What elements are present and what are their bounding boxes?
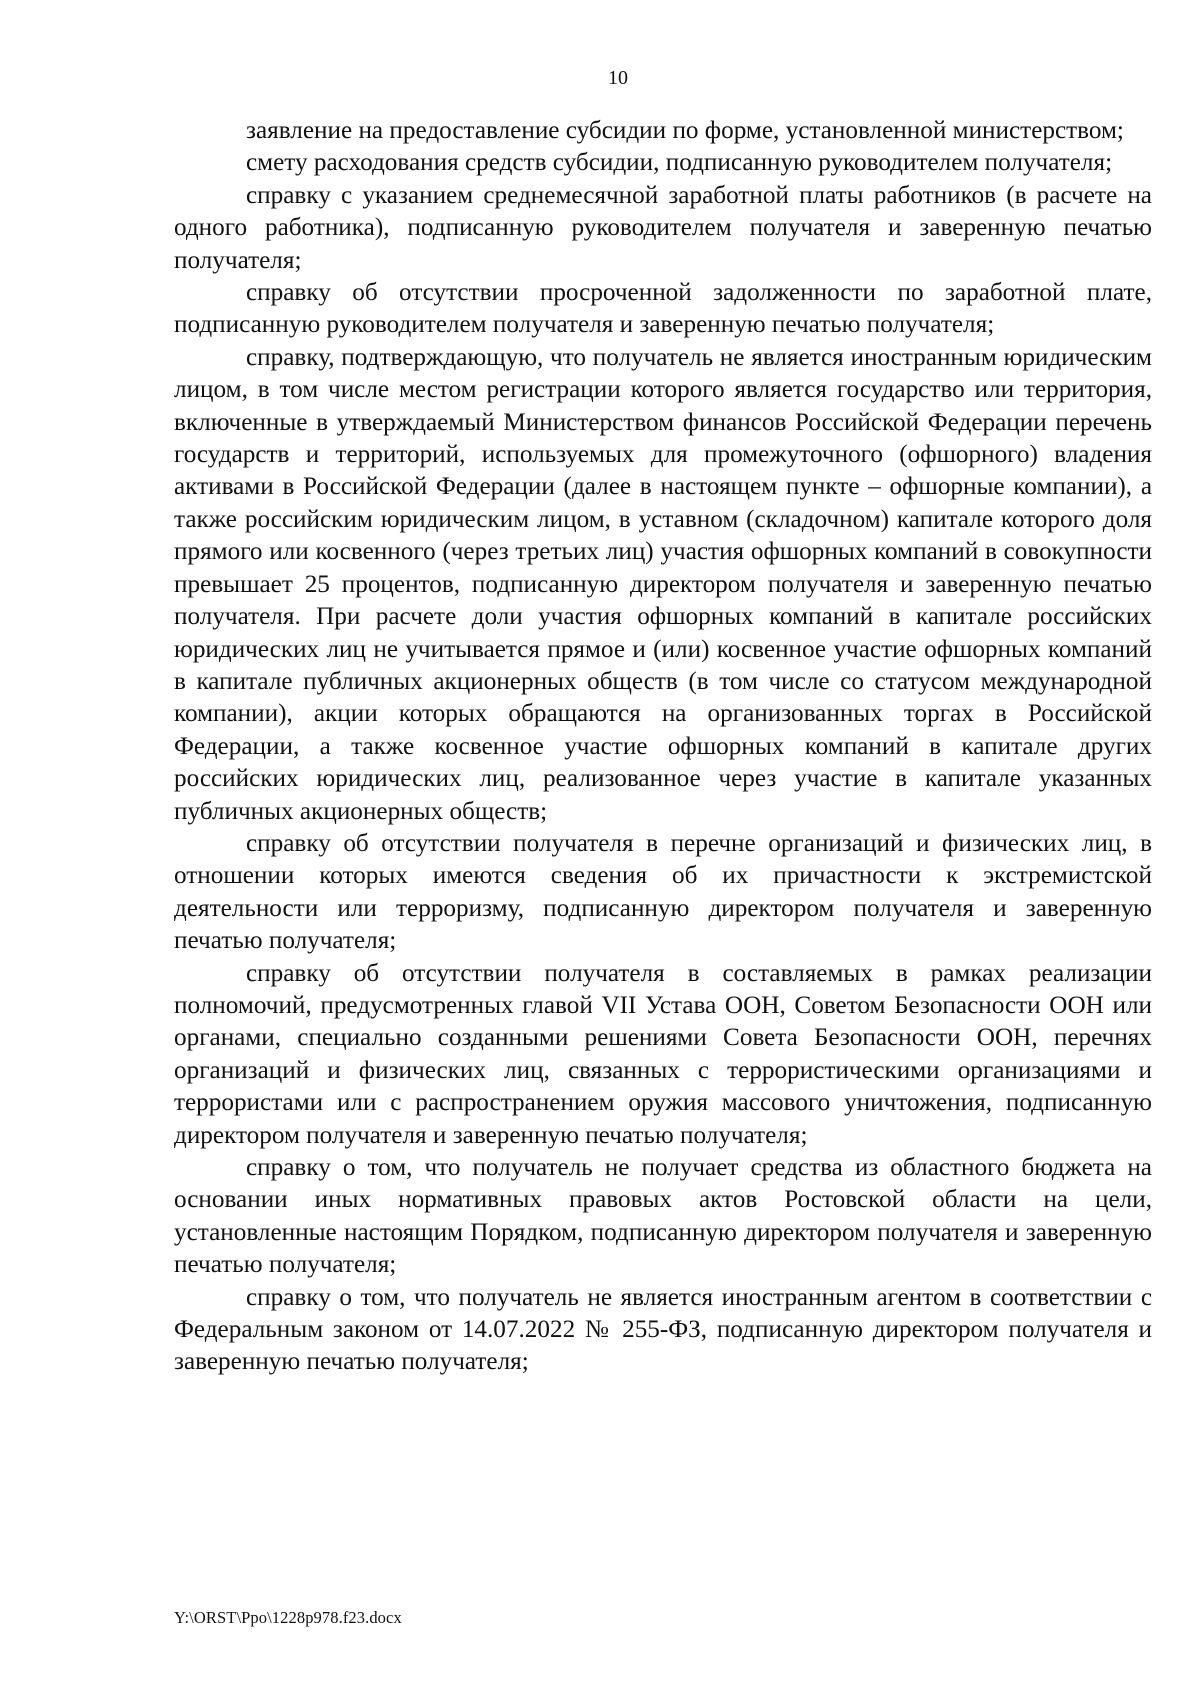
paragraph-expense-estimate: смету расходования средств субсидии, подписанную руководителем получателя; xyxy=(246,149,1113,177)
paragraph-application: заявление на предоставление субсидии по форме, установленной министерством; xyxy=(246,117,1124,144)
document-body xyxy=(174,115,1152,1379)
paragraph-not-un-sanctions-list: справку об отсутствии получателя в составляемых в рамках реализации полномочий, предусмотренных главой VII Устава ООН, Советом Безопасности ООН или органами, специально созданными решениями Совета Безопасности ООН, перечнях организаций и физических лиц, связанных с террористическими организациями и террористами или с распространением оружия массового уничтожения, подписанную директором получателя и заверенную печатью получателя; xyxy=(174,959,1152,1149)
paragraph-no-other-regional-funds: справку о том, что получатель не получает средства из областного бюджета на основании иных нормативных правовых актов Ростовской области на цели, установленные настоящим Порядком, подписанную директором получателя и заверенную печатью получателя; xyxy=(174,1154,1152,1279)
footer-file-path: Y:\ORST\Ppo\1228p978.f23.docx xyxy=(174,1608,402,1627)
paragraph-no-salary-arrears: справку об отсутствии просроченной задолженности по заработной плате, подписанную руководителем получателя и заверенную печатью получателя; xyxy=(174,279,1152,339)
page-number: 10 xyxy=(608,67,628,89)
paragraph-average-salary: справку с указанием среднемесячной заработной платы работников (в расчете на одного работника), подписанную руководителем получателя и заверенную печатью получателя; xyxy=(174,181,1152,274)
paragraph-not-foreign-agent: справку о том, что получатель не является иностранным агентом в соответствии с Федеральным законом от 14.07.2022 № 255-ФЗ, подписанную директором получателя и заверенную печатью получателя; xyxy=(174,1283,1152,1376)
paragraph-not-foreign-entity: справку, подтверждающую, что получатель не является иностранным юридическим лицом, в том числе местом регистрации которого является государство или территория, включенные в утверждаемый Министерством финансов Российской Федерации перечень государств и территорий, используемых для промежуточного (офшорного) владения активами в Российской Федерации (далее в настоящем пункте – офшорные компании), а также российским юридическим лицом, в уставном (складочном) капитале которого доля прямого или косвенного (через третьих лиц) участия офшорных компаний в совокупности превышает 25 процентов, подписанную директором получателя и заверенную печатью получателя. При расчете доли участия офшорных компаний в капитале российских юридических лиц не учитывается прямое и (или) косвенное участие офшорных компаний в капитале публичных акционерных обществ (в том числе со статусом международной компании), акции которых обращаются на организованных торгах в Российской Федерации, а также косвенное участие офшорных компаний в капитале других российских юридических лиц, реализованное через участие в капитале указанных публичных акционерных обществ; xyxy=(174,343,1152,825)
paragraph-not-extremist-list: справку об отсутствии получателя в перечне организаций и физических лиц, в отношении которых имеются сведения об их причастности к экстремистской деятельности или терроризму, подписанную директором получателя и заверенную печатью получателя; xyxy=(174,829,1152,955)
